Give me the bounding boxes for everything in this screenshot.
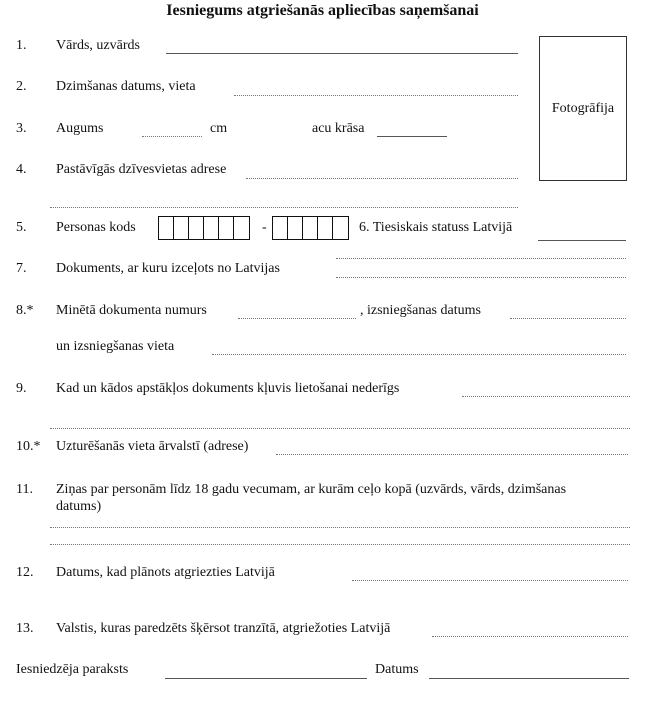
- field-3-number: 3.: [16, 121, 27, 136]
- minors-input-line-2[interactable]: [50, 544, 630, 545]
- field-9-label: Kad un kādos apstākļos dokuments kļuvis lietošanai nederīgs: [56, 381, 400, 396]
- field-10-number: 10.*: [16, 439, 41, 454]
- issue-date-input-line[interactable]: [510, 318, 626, 319]
- address-input-line-2[interactable]: [50, 207, 518, 208]
- field-4-number: 4.: [16, 162, 27, 177]
- field-6-label: 6. Tiesiskais statuss Latvijā: [359, 220, 513, 235]
- field-9-number: 9.: [16, 381, 27, 396]
- photo-box: [539, 36, 627, 181]
- field-13-label: Valstis, kuras paredzēts šķērsot tranzītā, atgriežoties Latvijā: [56, 621, 391, 636]
- field-1-label: Vārds, uzvārds: [56, 38, 140, 53]
- form-title: Iesniegums atgriešanās apliecības saņemšanai: [166, 2, 479, 19]
- signature-label: Iesniedzēja paraksts: [16, 662, 129, 677]
- personal-code-part-1[interactable]: [158, 216, 250, 240]
- field-5-number: 5.: [16, 220, 27, 235]
- document-number-input-line[interactable]: [238, 318, 356, 319]
- foreign-address-input-line[interactable]: [276, 454, 628, 455]
- field-7-number: 7.: [16, 261, 27, 276]
- field-10-label: Uzturēšanās vieta ārvalstī (adrese): [56, 439, 249, 454]
- footer-date-input-line[interactable]: [429, 678, 629, 679]
- field-11-label-line-1: Ziņas par personām līdz 18 gadu vecumam, ar kurām ceļo kopā (uzvārds, vārds, dzimšanas: [56, 482, 567, 497]
- exit-document-input-line-1[interactable]: [336, 258, 626, 259]
- height-input-line[interactable]: [142, 136, 202, 137]
- issue-place-input-line[interactable]: [212, 354, 626, 355]
- field-8-number: 8.*: [16, 303, 34, 318]
- field-1-number: 1.: [16, 38, 27, 53]
- photo-label: Fotogrāfija: [551, 100, 615, 116]
- field-13-number: 13.: [16, 621, 34, 636]
- transit-countries-input-line[interactable]: [432, 636, 628, 637]
- height-unit: cm: [210, 121, 228, 136]
- personal-code-dash: -: [262, 220, 267, 235]
- personal-code-part-2[interactable]: [272, 216, 349, 240]
- field-11-number: 11.: [16, 482, 33, 497]
- field-2-label: Dzimšanas datums, vieta: [56, 79, 196, 94]
- legal-status-input-line[interactable]: [538, 240, 626, 241]
- field-3-label: Augums: [56, 121, 104, 136]
- field-5-label: Personas kods: [56, 220, 136, 235]
- field-12-label: Datums, kad plānots atgriezties Latvijā: [56, 565, 275, 580]
- address-input-line[interactable]: [246, 178, 518, 179]
- field-4-label: Pastāvīgās dzīvesvietas adrese: [56, 162, 227, 177]
- return-date-input-line[interactable]: [352, 580, 628, 581]
- footer-date-label: Datums: [375, 662, 419, 677]
- issue-date-label: , izsniegšanas datums: [360, 303, 481, 318]
- minors-input-line-1[interactable]: [50, 527, 630, 528]
- name-input-line[interactable]: [166, 53, 518, 54]
- invalid-reason-input-line-2[interactable]: [50, 428, 630, 429]
- signature-input-line[interactable]: [165, 678, 367, 679]
- birth-input-line[interactable]: [234, 95, 518, 96]
- field-7-label: Dokuments, ar kuru izceļots no Latvijas: [56, 261, 280, 276]
- exit-document-input-line-2[interactable]: [336, 277, 626, 278]
- issue-place-label: un izsniegšanas vieta: [56, 339, 175, 354]
- field-8-label: Minētā dokumenta numurs: [56, 303, 207, 318]
- field-2-number: 2.: [16, 79, 27, 94]
- field-11-label-line-2: datums): [56, 499, 102, 514]
- field-12-number: 12.: [16, 565, 34, 580]
- invalid-reason-input-line[interactable]: [462, 396, 630, 397]
- eye-color-label: acu krāsa: [312, 121, 365, 136]
- eye-color-input-line[interactable]: [377, 136, 447, 137]
